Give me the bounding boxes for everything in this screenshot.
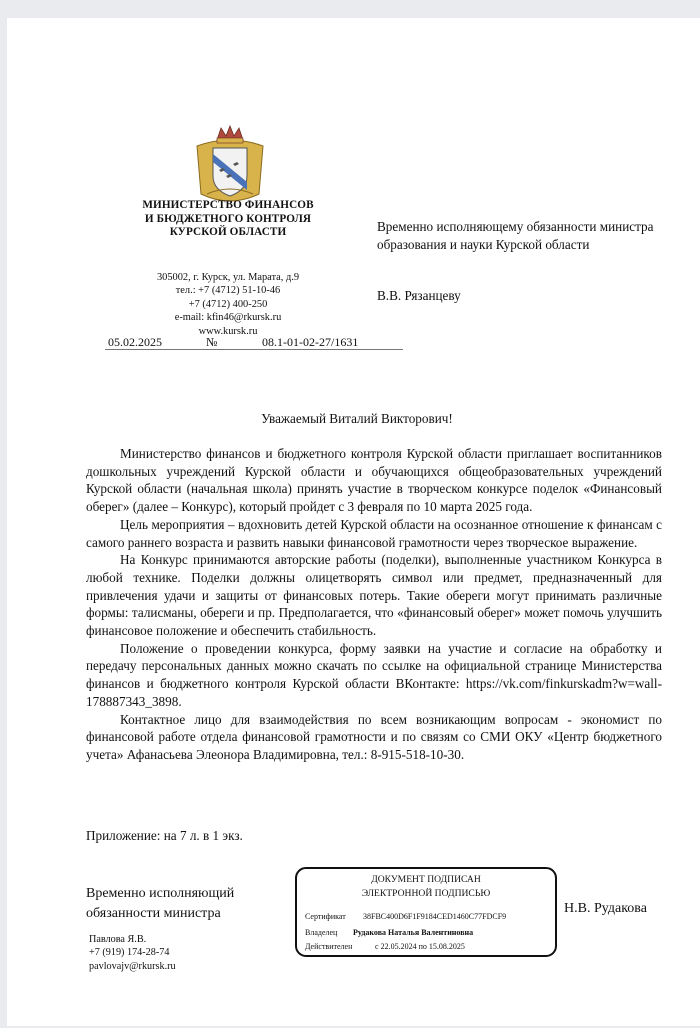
- letter-body: [86, 445, 662, 764]
- ministry-line-3: КУРСКОЙ ОБЛАСТИ: [169, 226, 287, 238]
- executor-name: Павлова Я.В.: [89, 934, 147, 945]
- ministry-contacts: [125, 271, 331, 338]
- stamp-certificate-label: Сертификат: [305, 912, 346, 921]
- signer-title-line-2: обязанности министра: [86, 906, 221, 921]
- addressee-position: Временно исполняющему обязанности министра образования и науки Курской области: [377, 219, 654, 253]
- ministry-phone-1: тел.: +7 (4712) 51-10-46: [175, 285, 281, 297]
- addressee-name: В.В. Рязанцеву: [377, 288, 461, 303]
- body-paragraph-2: Цель мероприятия – вдохновить детей Курской области на осознанное отношение к финансам с самого раннего возраста и развить навыки финансовой грамотности через творческое выражение.: [86, 516, 662, 550]
- ministry-line-1: МИНИСТЕРСТВО ФИНАНСОВ: [142, 199, 314, 211]
- attachment-note: Приложение: на 7 л. в 1 экз.: [86, 828, 243, 843]
- registration-number-sign: №: [206, 335, 218, 349]
- ministry-address: 305002, г. Курск, ул. Марата, д.9: [156, 272, 300, 283]
- stamp-valid-from: 22.05.2024: [380, 942, 417, 951]
- stamp-valid-to: 15.08.2025: [428, 942, 465, 951]
- body-paragraph-5: Контактное лицо для взаимодействия по всем возникающим вопросам - экономист по финансовой работе отдела финансовой грамотности и по связям со СМИ ОКУ «Центр бюджетного учета» Афанасьева Элеонора Владимировна, тел.: 8-915-518-10-30.: [86, 711, 662, 762]
- stamp-owner-value: Рудакова Наталья Валентиновна: [353, 928, 474, 937]
- stamp-valid-to-label: по: [418, 942, 427, 951]
- stamp-certificate-value: 38FBC400D6F1F9184CED1460C77FDCF9: [363, 912, 507, 921]
- ministry-name: [125, 199, 331, 240]
- ministry-email: e-mail: kfin46@rkursk.ru: [174, 312, 282, 324]
- body-paragraph-4: Положение о проведении конкурса, форму заявки на участие и согласие на обработку и передачу персональных данных можно скачать по ссылке на официальной странице Министерства финансов и бюджетного контроля Курской области ВКонтакте: https://vk.com/finkurskadm?w=wall-178887343_3898.: [86, 640, 662, 709]
- stamp-heading-line-1: ДОКУМЕНТ ПОДПИСАН: [371, 874, 481, 885]
- body-paragraph-1: Министерство финансов и бюджетного контроля Курской области приглашает воспитанников дошкольных учреждений Курской области и обучающихся общеобразовательных учреждений Курской области (начальная школа) принять участие в творческом конкурсе поделок «Финансовый оберег» (далее – Конкурс), который пройдет с 3 февраля по 10 марта 2025 года.: [86, 446, 662, 515]
- stamp-heading: [297, 873, 555, 901]
- stamp-heading-line-2: ЭЛЕКТРОННОЙ ПОДПИСЬЮ: [361, 888, 491, 899]
- salutation: Уважаемый Виталий Викторович!: [261, 411, 453, 426]
- stamp-owner-label: Владелец: [305, 928, 338, 937]
- stamp-valid-from-label: с: [375, 942, 379, 951]
- signer-title-line-1: Временно исполняющий: [86, 886, 235, 901]
- signer-name: Н.В. Рудакова: [564, 901, 647, 916]
- stamp-validity-label: Действителен: [305, 942, 353, 951]
- stamp-validity-row: [305, 942, 465, 951]
- ministry-line-2: И БЮДЖЕТНОГО КОНТРОЛЯ: [144, 212, 312, 225]
- kursk-coat-of-arms-icon: [193, 124, 267, 208]
- stamp-owner-row: [305, 928, 473, 937]
- executor-email: pavlovajv@rkursk.ru: [89, 960, 176, 972]
- executor-phone: +7 (919) 174-28-74: [89, 947, 170, 959]
- executor-info: [89, 933, 176, 973]
- ministry-website: www.kursk.ru: [198, 325, 258, 337]
- electronic-signature-stamp: [295, 867, 557, 957]
- stamp-certificate-row: [305, 912, 506, 921]
- letter-page: [7, 18, 700, 1026]
- registration-number: 08.1-01-02-27/1631: [262, 335, 359, 349]
- registration-date: 05.02.2025: [108, 335, 162, 349]
- registration-underline: [105, 349, 403, 350]
- signer-title: [86, 884, 234, 924]
- ministry-phone-2: +7 (4712) 400-250: [188, 298, 268, 310]
- body-paragraph-3: На Конкурс принимаются авторские работы (поделки), выполненные участником Конкурса в любой технике. Поделки должны олицетворять символ или предмет, предназначенный для привлечения удачи и защиты от финансовых потерь. Такие обереги могут принимать различные формы: талисманы, обереги и пр. Предполагается, что «финансовый оберег» может помочь улучшить финансовое положение и обеспечить стабильность.: [86, 552, 662, 639]
